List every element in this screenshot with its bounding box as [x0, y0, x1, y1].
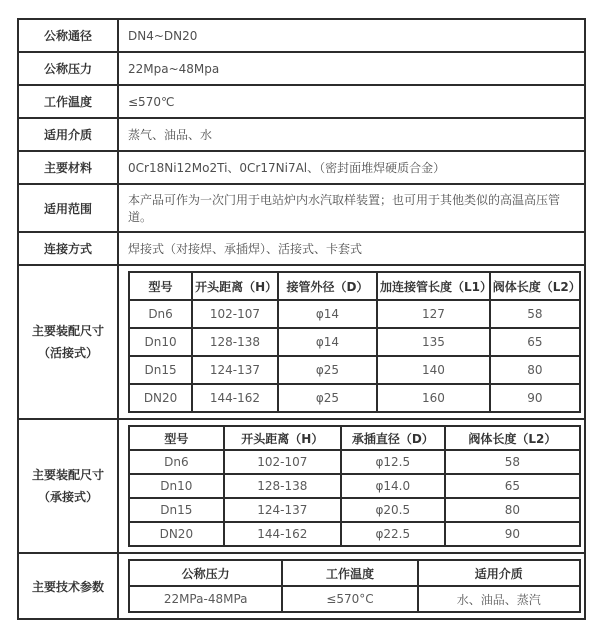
section-label	[18, 265, 118, 419]
data-cell: 65	[445, 474, 580, 498]
spec-row-value: 蒸气、油品、水	[118, 118, 585, 151]
assembly-union-table	[128, 271, 581, 413]
data-cell: φ20.5	[341, 498, 445, 522]
assembly-socket-table	[128, 425, 581, 547]
table-row	[129, 474, 580, 498]
data-cell: 80	[490, 356, 580, 384]
spec-row-value: DN4~DN20	[118, 19, 585, 52]
data-cell: φ25	[278, 356, 377, 384]
table-row	[129, 498, 580, 522]
column-header: 型号	[129, 272, 192, 300]
column-header: 加连接管长度（L1）	[377, 272, 490, 300]
data-cell: 90	[490, 384, 580, 412]
tech-params-table-cell	[118, 553, 585, 619]
data-cell: 124-137	[224, 498, 341, 522]
data-cell: 58	[490, 300, 580, 328]
data-cell: 90	[445, 522, 580, 546]
spec-row-value: 本产品可作为一次门用于电站炉内水汽取样装置；也可用于其他类似的高温高压管道。	[118, 184, 585, 232]
column-header: 适用介质	[418, 560, 580, 586]
table-row	[129, 356, 580, 384]
data-cell: 128-138	[192, 328, 278, 356]
data-cell: 22MPa-48MPa	[129, 586, 282, 612]
data-cell: 58	[445, 450, 580, 474]
data-cell: Dn15	[129, 356, 192, 384]
column-header: 阀体长度（L2）	[445, 426, 580, 450]
data-cell: φ22.5	[341, 522, 445, 546]
data-cell: Dn10	[129, 474, 224, 498]
section-label	[18, 419, 118, 553]
data-cell: 135	[377, 328, 490, 356]
assembly-union-table-cell	[118, 265, 585, 419]
spec-row	[18, 184, 585, 232]
column-header: 阀体长度（L2）	[490, 272, 580, 300]
spec-row-label: 适用范围	[18, 184, 118, 232]
data-cell: 144-162	[224, 522, 341, 546]
column-header: 开头距离（H）	[192, 272, 278, 300]
data-cell: 127	[377, 300, 490, 328]
spec-table	[17, 18, 586, 620]
column-header: 工作温度	[282, 560, 417, 586]
column-header: 接管外径（D）	[278, 272, 377, 300]
spec-row	[18, 85, 585, 118]
spec-row	[18, 151, 585, 184]
assembly-socket-section	[18, 419, 585, 553]
spec-row-label: 适用介质	[18, 118, 118, 151]
data-cell: 144-162	[192, 384, 278, 412]
data-cell: 124-137	[192, 356, 278, 384]
section-label-line1: 主要装配尺寸	[31, 468, 104, 482]
data-cell: Dn15	[129, 498, 224, 522]
section-label-line1: 主要装配尺寸	[31, 324, 104, 338]
data-cell: φ12.5	[341, 450, 445, 474]
tech-params-table	[128, 559, 581, 613]
section-label: 主要技术参数	[18, 553, 118, 619]
assembly-union-section	[18, 265, 585, 419]
spec-row	[18, 52, 585, 85]
table-header-row	[129, 272, 580, 300]
spec-row	[18, 118, 585, 151]
section-label-line2: （活接式）	[37, 346, 98, 360]
table-row	[129, 586, 580, 612]
data-cell: 80	[445, 498, 580, 522]
data-cell: 140	[377, 356, 490, 384]
data-cell: Dn6	[129, 450, 224, 474]
spec-row-value: 0Cr18Ni12Mo2Ti、0Cr17Ni7Al、（密封面堆焊硬质合金）	[118, 151, 585, 184]
data-cell: DN20	[129, 384, 192, 412]
spec-row-label: 主要材料	[18, 151, 118, 184]
spec-row-value: 焊接式（对接焊、承插焊）、活接式、卡套式	[118, 232, 585, 265]
data-cell: 128-138	[224, 474, 341, 498]
table-row	[129, 384, 580, 412]
data-cell: φ14.0	[341, 474, 445, 498]
column-header: 公称压力	[129, 560, 282, 586]
section-label-line2: （承接式）	[37, 490, 98, 504]
data-cell: ≤570°C	[282, 586, 417, 612]
table-header-row	[129, 560, 580, 586]
table-header-row	[129, 426, 580, 450]
assembly-socket-table-cell	[118, 419, 585, 553]
data-cell: 160	[377, 384, 490, 412]
column-header: 承插直径（D）	[341, 426, 445, 450]
data-cell: φ14	[278, 300, 377, 328]
column-header: 开头距离（H）	[224, 426, 341, 450]
data-cell: Dn10	[129, 328, 192, 356]
spec-row	[18, 19, 585, 52]
spec-row-label: 公称通径	[18, 19, 118, 52]
data-cell: 水、油品、蒸汽	[418, 586, 580, 612]
data-cell: Dn6	[129, 300, 192, 328]
data-cell: DN20	[129, 522, 224, 546]
spec-row	[18, 232, 585, 265]
table-row	[129, 522, 580, 546]
tech-params-section	[18, 553, 585, 619]
data-cell: φ25	[278, 384, 377, 412]
data-cell: 65	[490, 328, 580, 356]
table-row	[129, 328, 580, 356]
column-header: 型号	[129, 426, 224, 450]
spec-row-value: ≤570℃	[118, 85, 585, 118]
spec-row-label: 工作温度	[18, 85, 118, 118]
data-cell: 102-107	[192, 300, 278, 328]
spec-row-label: 公称压力	[18, 52, 118, 85]
data-cell: 102-107	[224, 450, 341, 474]
spec-row-value: 22Mpa~48Mpa	[118, 52, 585, 85]
data-cell: φ14	[278, 328, 377, 356]
table-row	[129, 300, 580, 328]
spec-row-label: 连接方式	[18, 232, 118, 265]
table-row	[129, 450, 580, 474]
